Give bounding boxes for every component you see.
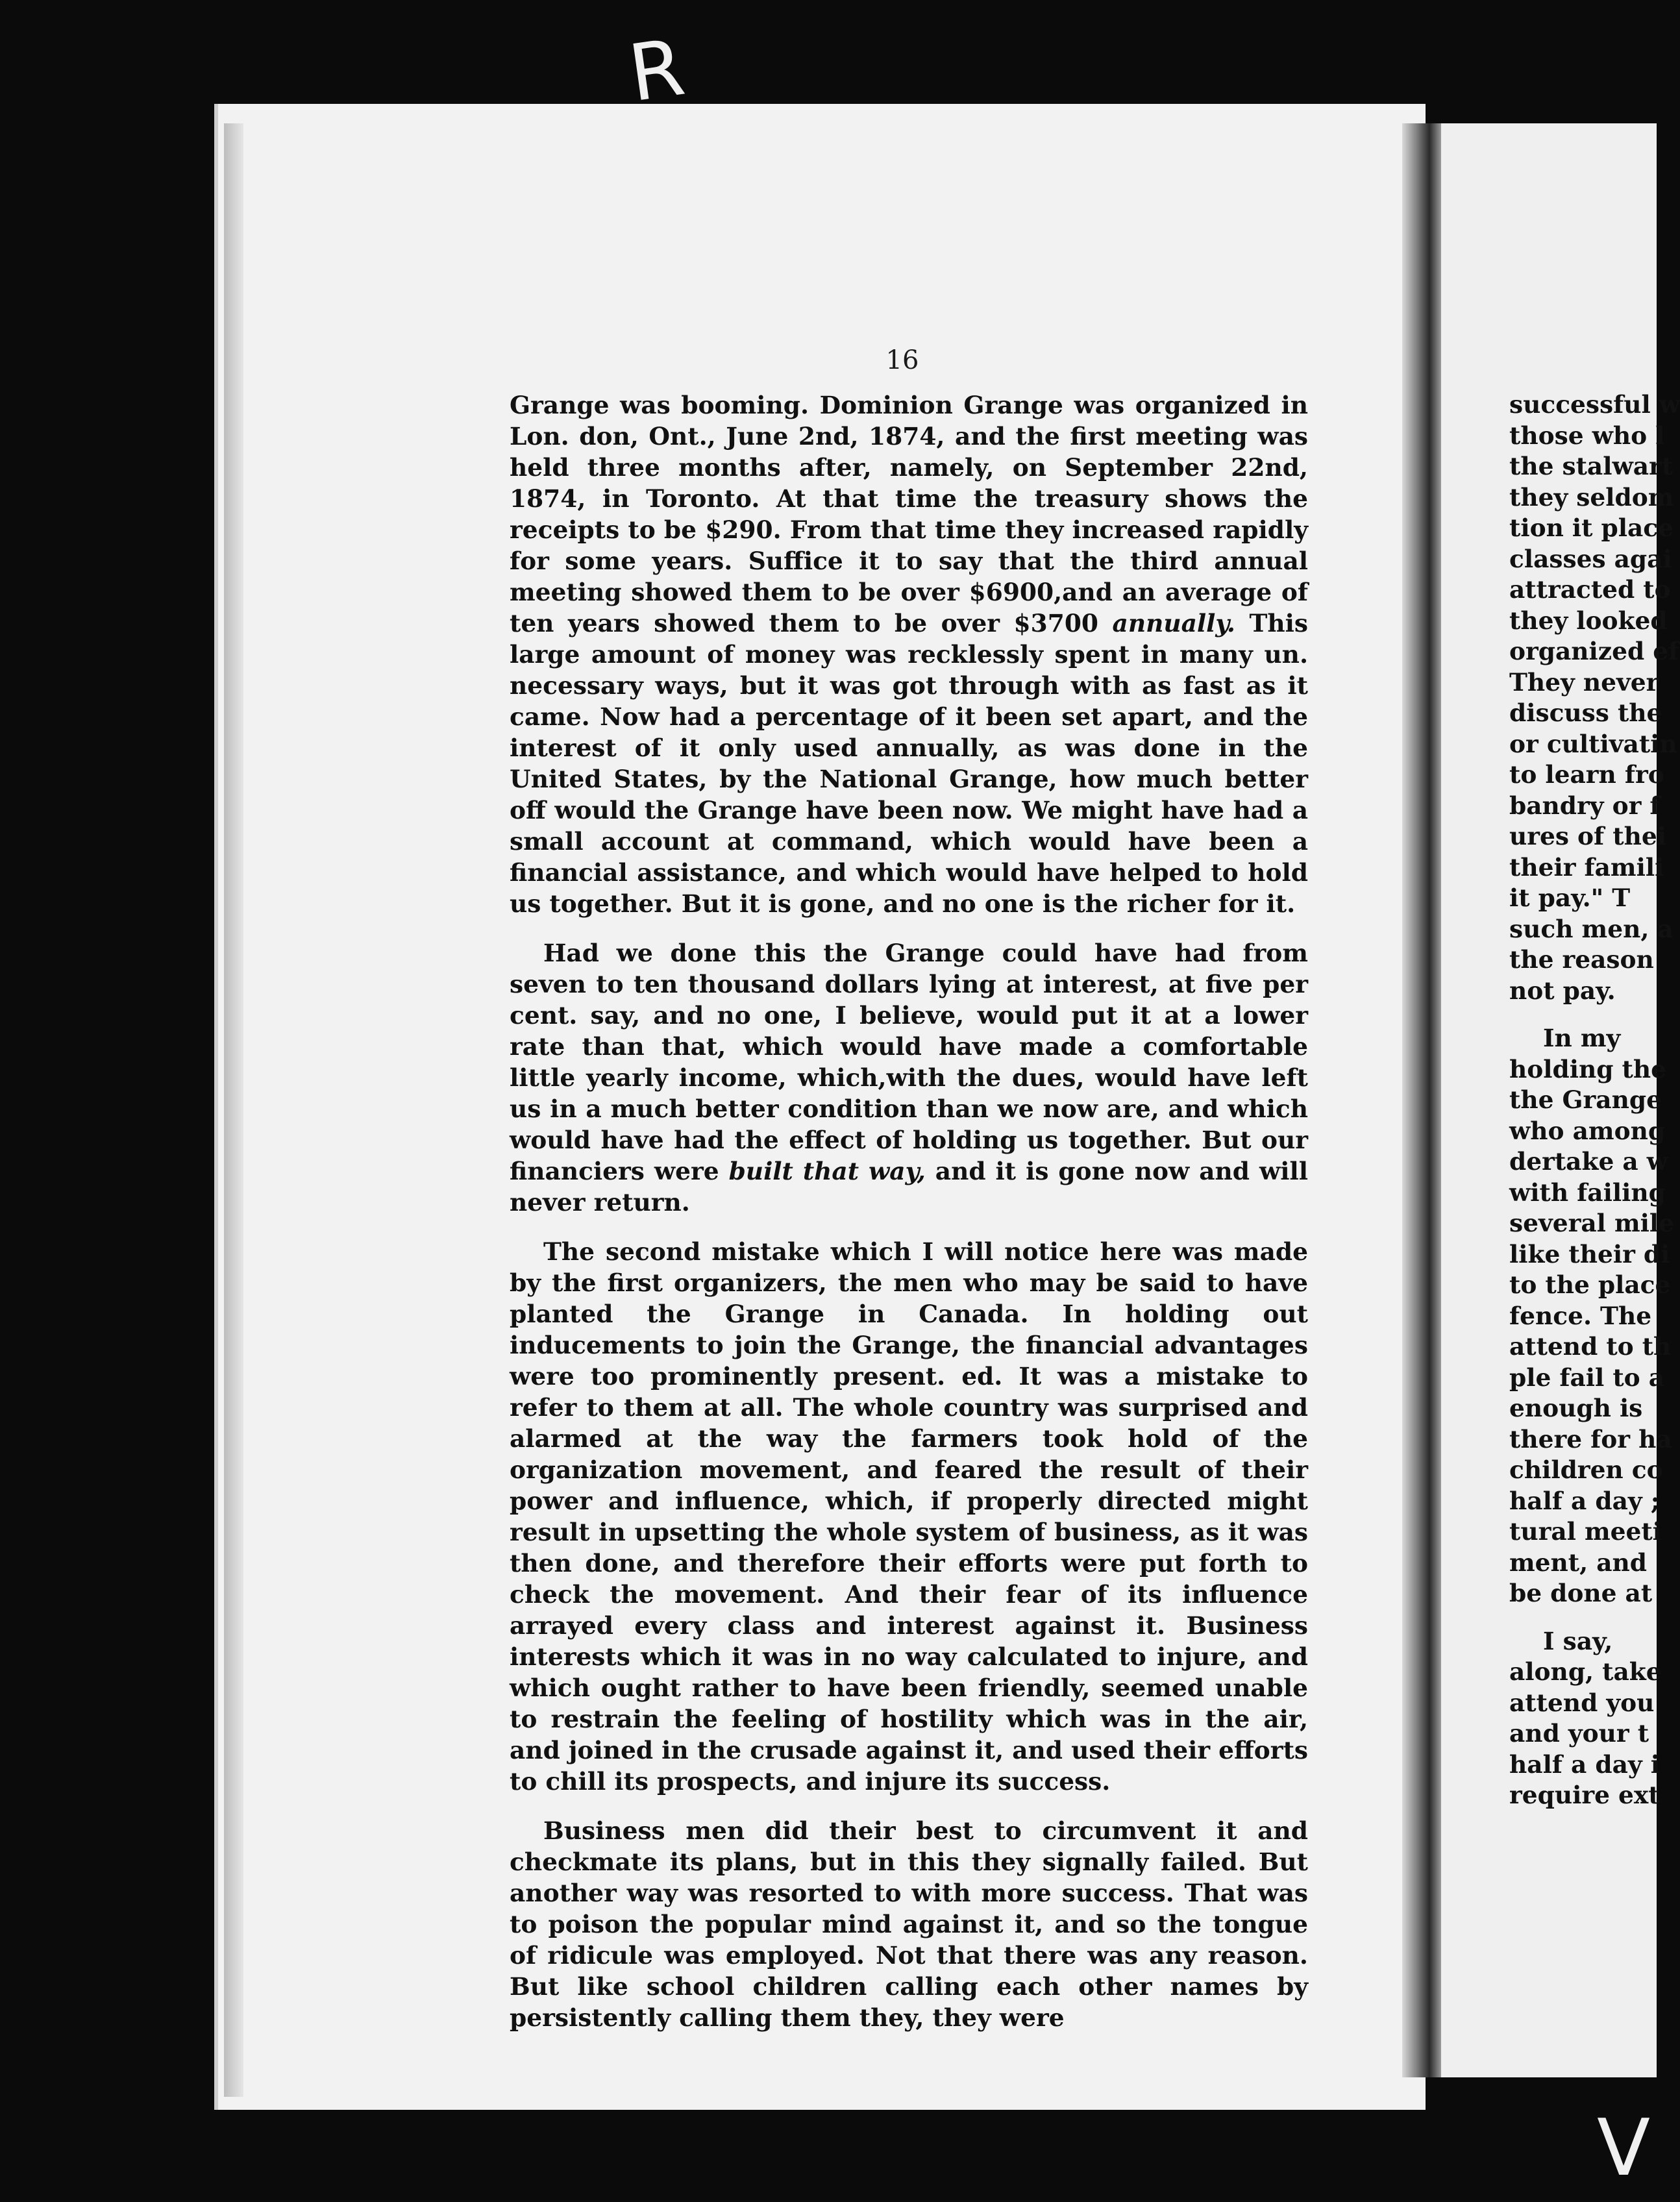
facing-page-line: fence. The: [1509, 1301, 1652, 1330]
facing-page-line: half a day ;: [1509, 1486, 1660, 1515]
facing-page-line: the reason: [1509, 945, 1654, 974]
bottom-handwritten-mark: V: [1597, 2103, 1651, 2194]
facing-page-line: they looked: [1509, 606, 1668, 635]
facing-page-line: They never: [1509, 667, 1659, 697]
facing-page-line: there for ha: [1509, 1424, 1672, 1454]
facing-page-gap: [1509, 1006, 1657, 1023]
page-number: 16: [885, 345, 919, 375]
facing-page-line: and your t: [1509, 1719, 1649, 1748]
facing-page-line: the stalwart: [1509, 452, 1674, 480]
paragraph-3-text: The second mistake which I will notice here was made by the first organizers, the men who may be said to have planted the Grange in Canada. In holding out inducements to join the Grange, the financial advantages were too prominently present. ed. It was a mistake to refer to them at all. The whole country was surprised and alarmed at the way the farmers took hold of the organization movement, and feared the result of their power and influence, which, if properly directed might result in upsetting the whole system of business, as it was then done, and therefore their efforts were put forth to check the movement. And their fear of its influence arrayed every class and interest against it. Business interests which it was in no way calculated to injure, and which ought rather to have been friendly, seemed unable to restrain the feeling of hostility which was in the air, and joined in the crusade against it, and used their efforts to chill its prospects, and injure its success.: [510, 1237, 1308, 1796]
paragraph-4: [510, 1815, 1308, 2033]
italic-phrase: built that way,: [728, 1157, 926, 1185]
facing-page-line: those who l: [1509, 421, 1665, 450]
paragraph-4-text: Business men did their best to circumvent it and checkmate its plans, but in this they signally failed. But another way was resorted to with more success. That was to poison the popular mind against it, and so the tongue of ridicule was employed. Not that there was any reason. But like school children calling each other names by persistently calling them they, they were: [510, 1816, 1308, 2032]
italic-phrase: annually.: [1112, 609, 1235, 637]
facing-page-line: I say,: [1543, 1626, 1613, 1655]
book-gutter: [1402, 123, 1441, 2077]
facing-page-line: holding the: [1509, 1054, 1666, 1083]
facing-page-line: enough is: [1509, 1394, 1643, 1422]
facing-page-gap: [1509, 1609, 1657, 1626]
facing-page-line: successful w: [1509, 390, 1680, 419]
paragraph-1-text: Grange was booming. Dominion Grange was organized in Lon. don, Ont., June 2nd, 1874, and the first meeting was held three months after, namely, on September 22nd, 1874, in Toronto. At that time the treasury shows the receipts to be $290. From that time they increased rapidly for some years. Suffice it to say that the third annual meeting showed them to be over $6900,and an average of ten years showed them to be over $3700 annually. This large amount of money was recklessly spent in many un. necessary ways, but it was got through with as fast as it came. Now had a percentage of it been set apart, and the interest of it only used annually, as was done in the United States, by the National Grange, how much better off would the Grange have been now. We might have had a small account at command, which would have been a financial assistance, and which would have helped to hold us together. But it is gone, and no one is the richer for it.: [510, 391, 1308, 918]
paragraph-2-text: Had we done this the Grange could have had from seven to ten thousand dollars lying at interest, at five per cent. say, and no one, I believe, would put it at a lower rate than that, which would have made a comfortable little yearly income, which,with the dues, would have left us in a much better condition than we now are, and which would have had the effect of holding us together. But our financiers were built that way, and it is gone now and will never return.: [510, 939, 1308, 1217]
facing-page-line: to the place: [1509, 1270, 1671, 1299]
facing-page-line: like their di: [1509, 1239, 1670, 1268]
facing-page-line: children co: [1509, 1455, 1663, 1484]
facing-page-line: discuss the: [1509, 699, 1662, 727]
facing-page-line: along, take: [1509, 1657, 1662, 1686]
facing-page-line: be done at: [1509, 1579, 1653, 1607]
facing-page-line: attend to th: [1509, 1332, 1672, 1361]
facing-page-line: ple fail to a: [1509, 1363, 1665, 1392]
facing-page-line: or cultivatin: [1509, 729, 1677, 758]
facing-page-text: [1509, 390, 1680, 1811]
facing-page-line: such men, a: [1509, 914, 1674, 943]
paragraph-1: [510, 390, 1308, 919]
facing-page-line: it pay." T: [1509, 884, 1631, 912]
facing-page-line: ures of thei: [1509, 822, 1666, 850]
facing-page-line: require ext: [1509, 1781, 1660, 1809]
facing-page-line: organized ef: [1509, 637, 1679, 665]
facing-page-line: half a day i: [1509, 1750, 1660, 1779]
facing-page-line: bandry or f: [1509, 791, 1661, 820]
facing-page-line: who among: [1509, 1116, 1666, 1145]
facing-page-line: with failing: [1509, 1178, 1666, 1207]
paragraph-3: [510, 1236, 1308, 1797]
facing-page-line: classes agai: [1509, 544, 1672, 573]
paragraph-2: [510, 937, 1308, 1218]
facing-page-line: attracted to: [1509, 575, 1671, 604]
facing-page-line: to learn fro: [1509, 760, 1664, 789]
facing-page-line: attend you: [1509, 1688, 1655, 1717]
facing-page-line: dertake a w: [1509, 1147, 1668, 1176]
facing-page-line: tion it place: [1509, 513, 1674, 542]
top-handwritten-mark: R: [623, 22, 690, 120]
facing-page-line: In my: [1543, 1024, 1621, 1052]
facing-page-line: several mile: [1509, 1209, 1675, 1237]
facing-page-line: they seldom: [1509, 482, 1674, 512]
page-edge-shadow: [224, 123, 243, 2097]
facing-page-line: tural meeti: [1509, 1517, 1662, 1546]
main-text-column: [510, 390, 1308, 2051]
facing-page-line: the Grange: [1509, 1085, 1662, 1114]
facing-page-line: their famili: [1509, 852, 1664, 882]
facing-page-line: ment, and: [1509, 1548, 1648, 1577]
facing-page-line: not pay.: [1509, 976, 1616, 1005]
